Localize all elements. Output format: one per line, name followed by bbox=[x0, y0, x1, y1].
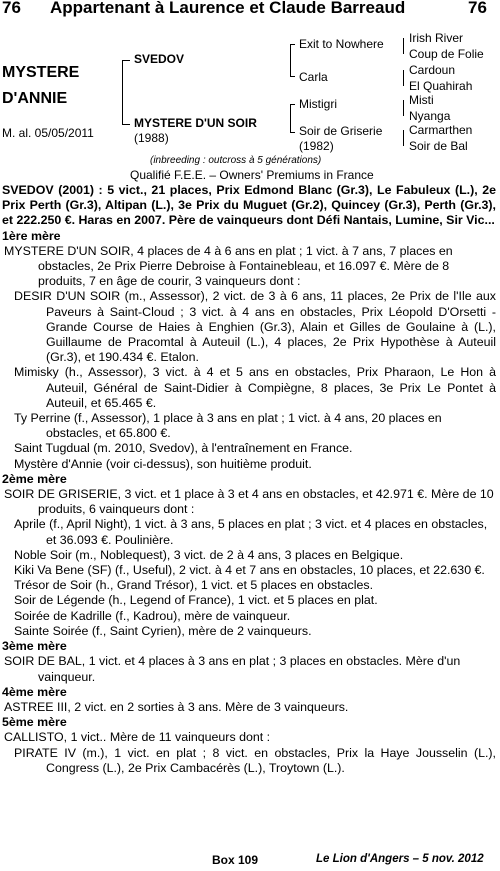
dam-year: (1988) bbox=[134, 131, 169, 145]
horse-name-line1: MYSTERE bbox=[2, 64, 80, 81]
fourth-dam-label: 4ème mère bbox=[2, 684, 67, 699]
dam-dam-year: (1982) bbox=[299, 139, 334, 153]
box-number: Box 109 bbox=[212, 853, 259, 867]
sire-sire: Exit to Nowhere bbox=[299, 37, 384, 51]
qualification: Qualifié F.E.E. – Owners' Premiums in France bbox=[130, 168, 374, 182]
sale-place-date: Le Lion d'Angers – 5 nov. 2012 bbox=[316, 853, 484, 865]
produce-ty-perrine: Ty Perrine (f., Assessor), 1 place à 3 ans en plat ; 1 vict. à 4 ans, 20 places en obstacles, et 65.800 €. bbox=[14, 411, 442, 441]
inbreeding-note: (inbreeding : outcross à 5 générations) bbox=[150, 155, 322, 166]
second-dam-text: SOIR DE GRISERIE, 3 vict. et 1 place à 3 et 4 ans en obstacles, et 42.971 €. Mère de 10 produits, 6 vainqueurs dont : bbox=[4, 487, 494, 517]
produce-soiree: Soirée de Kadrille (f., Kadrou), mère de vainqueur. bbox=[14, 608, 291, 623]
produce-mimisky: Mimisky (h., Assessor), 3 vict. à 4 et 5 ans en obstacles, Prix Pharaon, Le Hon à Auteuil, Général de Saint-Didier à Compiègne, 8 places, 3e Prix Le Pontet à Auteuil, et 65.465 €. bbox=[14, 365, 496, 410]
sire-description: SVEDOV (2001) : 5 vict., 21 places, Prix Edmond Blanc (Gr.3), Le Fabuleux (L.), 2e Prix Perth (Gr.3), Altipan (L.), 3e Prix du Muguet (Gr.2), Quincey (Gr.3), Perth (Gr.3), et 222.250 €. Haras en 2007. Père de vainqueurs dont Défi Nantais, Lumine, Sir Vic... bbox=[2, 183, 496, 228]
gen3-8: Soir de Bal bbox=[409, 139, 468, 153]
horse-name-line2: D'ANNIE bbox=[2, 90, 68, 107]
gen3-4: El Quahirah bbox=[409, 79, 473, 93]
first-dam-text: MYSTERE D'UN SOIR, 4 places de 4 à 6 ans en plat ; 1 vict. à 7 ans, 7 places en obstacles, 2e Prix Pierre Debroise à Fontainebleau, et 16.097 €. Mère de 8 produits, 7 en âge de courir, 3 vainqueurs dont : bbox=[4, 243, 453, 289]
produce-noble-soir: Noble Soir (m., Noblequest), 3 vict. de 2 à 4 ans, 3 places en Belgique. bbox=[14, 547, 404, 562]
dam-sire: Mistigri bbox=[299, 97, 337, 111]
produce-desir: DESIR D'UN SOIR (m., Assessor), 2 vict. de 3 à 6 ans, 11 places, 2e Prix de l'Ile aux Paveurs à Saint-Cloud ; 3 vict. à 4 ans en obstacles, Prix Léopold D'Orsetti - Grande Course de Haies à Enghien (Gr.3), Alain et Gilles de Goulaine à (L.), Guillaume de Pracomtal à Auteuil (L.), 4 places, 2e Prix Hypothèse à Auteuil (Gr.3), et 190.434 €. Etalon. bbox=[14, 289, 496, 365]
third-dam-text: SOIR DE BAL, 1 vict. et 4 places à 3 ans en plat ; 3 places en obstacles. Mère d'un vainqueur. bbox=[4, 654, 461, 684]
fifth-dam-text: CALLISTO, 1 vict.. Mère de 11 vainqueurs dont : bbox=[4, 730, 271, 745]
gen3-7: Carmarthen bbox=[409, 123, 473, 137]
sire-name: SVEDOV bbox=[134, 52, 185, 66]
owner-title: Appartenant à Laurence et Claude Barreaud bbox=[50, 0, 406, 17]
produce-kiki: Kiki Va Bene (SF) (f., Useful), 2 vict. à 4 et 7 ans en obstacles, 10 places, et 22.630 €. bbox=[14, 563, 485, 578]
sire-dam: Carla bbox=[299, 70, 328, 84]
produce-aprile: Aprile (f., April Night), 1 vict. à 3 ans, 5 places en plat ; 3 vict. et 4 places en obstacles, et 36.093 €. Poulinière. bbox=[14, 517, 488, 547]
produce-soir-legende: Soir de Légende (h., Legend of France), 1 vict. et 5 places en plat. bbox=[14, 593, 378, 608]
lot-number: 76 bbox=[2, 0, 21, 17]
gen3-3: Cardoun bbox=[409, 63, 456, 77]
fourth-dam-text: ASTREE III, 2 vict. en 2 sorties à 3 ans. Mère de 3 vainqueurs. bbox=[4, 699, 349, 714]
second-dam-label: 2ème mère bbox=[2, 471, 67, 486]
first-dam-label: 1ère mère bbox=[2, 228, 61, 243]
produce-pirate: PIRATE IV (m.), 1 vict. en plat ; 8 vict. en obstacles, Prix la Haye Jousselin (L.), Congress (L.), 2e Prix Cambacérès (L.), Troytown (L.). bbox=[14, 745, 496, 775]
lot-number-right: 76 bbox=[468, 0, 487, 17]
dam-dam: Soir de Griserie bbox=[299, 124, 383, 138]
fifth-dam-label: 5ème mère bbox=[2, 715, 67, 730]
gen3-5: Misti bbox=[409, 93, 434, 107]
horse-info: M. al. 05/05/2011 bbox=[2, 126, 94, 140]
produce-tresor: Trésor de Soir (h., Grand Trésor), 1 vict. et 5 places en obstacles. bbox=[14, 578, 374, 593]
dam-name: MYSTERE D'UN SOIR bbox=[134, 116, 257, 130]
gen3-1: Irish River bbox=[409, 31, 464, 45]
gen3-6: Nyanga bbox=[409, 109, 451, 123]
produce-saint-tugdual: Saint Tugdual (m. 2010, Svedov), à l'entraînement en France. bbox=[14, 441, 353, 456]
gen3-2: Coup de Folie bbox=[409, 47, 484, 61]
produce-mystere: Mystère d'Annie (voir ci-dessus), son huitième produit. bbox=[14, 456, 312, 471]
third-dam-label: 3ème mère bbox=[2, 639, 67, 654]
produce-sainte-soiree: Sainte Soirée (f., Saint Cyrien), mère de 2 vainqueurs. bbox=[14, 623, 312, 638]
